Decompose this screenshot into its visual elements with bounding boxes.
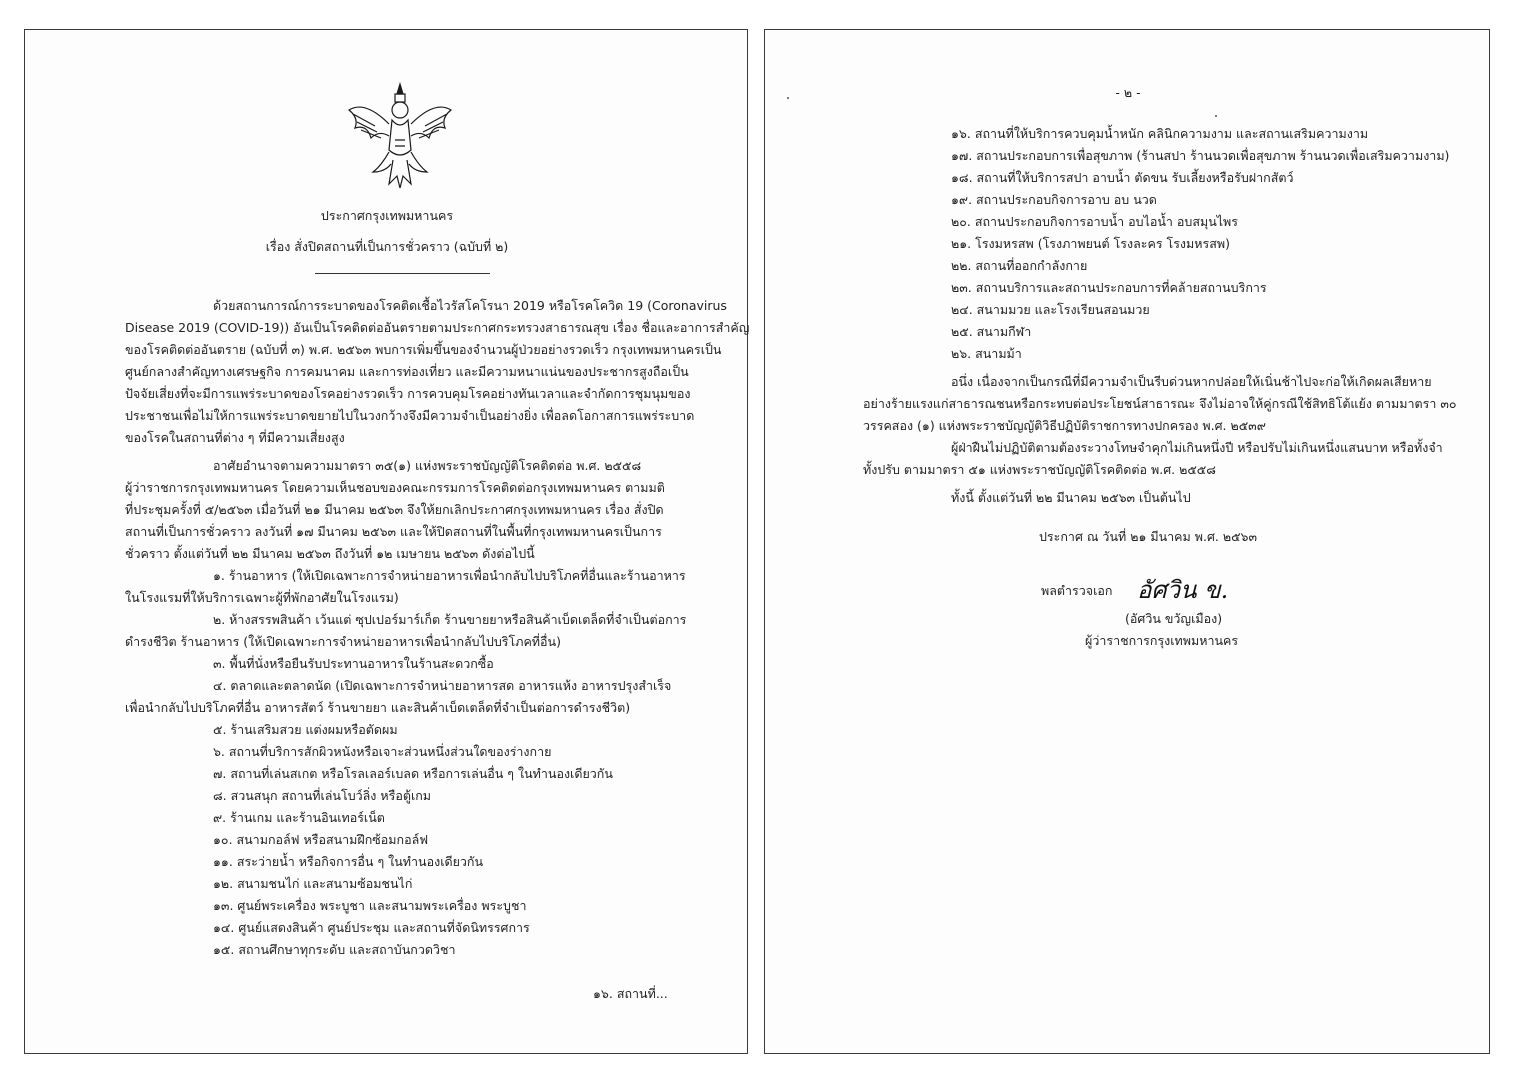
signer-rank: พลตำรวจเอก	[1041, 583, 1113, 598]
text-line: ผู้ว่าราชการกรุงเทพมหานคร โดยความเห็นชอบของคณะกรรมการโรคติดต่อกรุงเทพมหานคร ตามมติ	[125, 480, 665, 495]
text-line: ของโรคในสถานที่ต่าง ๆ ที่มีความเสี่ยงสูง	[125, 430, 345, 445]
scan-speck	[1215, 115, 1217, 117]
list-item: ๒๓. สถานบริการและสถานประกอบการที่คล้ายสถานบริการ	[951, 280, 1267, 295]
announcement-date: ประกาศ ณ วันที่ ๒๑ มีนาคม พ.ศ. ๒๕๖๓	[1039, 529, 1258, 544]
list-item: ๑๐. สนามกอล์ฟ หรือสนามฝึกซ้อมกอล์ฟ	[213, 832, 429, 847]
list-item: ๑๒. สนามชนไก่ และสนามซ้อมชนไก่	[213, 876, 413, 891]
list-item-continuation: เพื่อนำกลับไปบริโภคที่อื่น อาหารสัตว์ ร้านขายยา และสินค้าเบ็ดเตล็ดที่จำเป็นต่อการดำรงชีวิต)	[125, 700, 631, 715]
list-item: ๒๐. สถานประกอบกิจการอาบน้ำ อบไอน้ำ อบสมุนไพร	[951, 214, 1239, 229]
list-item-continuation: ในโรงแรมที่ให้บริการเฉพาะผู้ที่พักอาศัยในโรงแรม)	[125, 590, 399, 605]
title-divider	[315, 273, 490, 274]
signer-name: (อัศวิน ขวัญเมือง)	[1125, 611, 1223, 626]
text-line: ทั้งปรับ ตามมาตรา ๕๑ แห่งพระราชบัญญัติโรคติดต่อ พ.ศ. ๒๕๕๘	[863, 462, 1216, 477]
list-item: ๑๔. ศูนย์แสดงสินค้า ศูนย์ประชุม และสถานที่จัดนิทรรศการ	[213, 920, 530, 935]
list-item: ๘. สวนสนุก สถานที่เล่นโบว์ลิ่ง หรือตู้เกม	[213, 788, 432, 803]
list-item: ๒๖. สนามม้า	[951, 346, 1022, 361]
signer-title: ผู้ว่าราชการกรุงเทพมหานคร	[1085, 633, 1239, 648]
text-line: อาศัยอำนาจตามความมาตรา ๓๕(๑) แห่งพระราชบัญญัติโรคติดต่อ พ.ศ. ๒๕๕๘	[213, 458, 642, 473]
list-item: ๙. ร้านเกม และร้านอินเทอร์เน็ต	[213, 810, 385, 825]
list-item: ๒๕. สนามกีฬา	[951, 324, 1032, 339]
text-line: Disease 2019 (COVID-19)) อันเป็นโรคติดต่ออันตรายตามประกาศกระทรวงสาธารณสุข เรื่อง ชื่อและอาการสำคัญ	[125, 320, 750, 335]
list-item: ๑. ร้านอาหาร (ให้เปิดเฉพาะการจำหน่ายอาหารเพื่อนำกลับไปบริโภคที่อื่นและร้านอาหาร	[213, 568, 686, 583]
text-line: ประชาชนเพื่อไม่ให้การแพร่ระบาดขยายไปในวงกว้างจึงมีความจำเป็นอย่างยิ่ง เพื่อลดโอกาสการแพร่ระบาด	[125, 408, 695, 423]
list-item: ๓. พื้นที่นั่งหรือยืนรับประทานอาหารในร้านสะดวกซื้อ	[213, 656, 494, 671]
garuda-emblem	[345, 80, 455, 192]
text-line: ปัจจัยเสี่ยงที่จะมีการแพร่ระบาดของโรคอย่างรวดเร็ว การควบคุมโรคอย่างทันเวลาและจำกัดการชุมนุมของ	[125, 386, 691, 401]
page-continuation: ๑๖. สถานที่...	[593, 986, 668, 1001]
text-line: ด้วยสถานการณ์การระบาดของโรคติดเชื้อไวรัสโคโรนา 2019 หรือโรคโควิด 19 (Coronavirus	[213, 298, 727, 313]
list-item-continuation: ดำรงชีวิต ร้านอาหาร (ให้เปิดเฉพาะการจำหน่ายอาหารเพื่อนำกลับไปบริโภคที่อื่น)	[125, 634, 561, 649]
list-item: ๒๑. โรงมหรสพ (โรงภาพยนต์ โรงละคร โรงมหรสพ)	[951, 236, 1230, 251]
list-item: ๑๕. สถานศึกษาทุกระดับ และสถาบันกวดวิชา	[213, 942, 456, 957]
list-item: ๖. สถานที่บริการสักผิวหนังหรือเจาะส่วนหนึ่งส่วนใดของร่างกาย	[213, 744, 552, 759]
scan-speck	[787, 97, 789, 99]
signature-text: อัศวิน ข.	[1137, 576, 1229, 604]
list-item: ๑๓. ศูนย์พระเครื่อง พระบูชา และสนามพระเครื่อง พระบูชา	[213, 898, 527, 913]
list-item: ๑๖. สถานที่ให้บริการควบคุมน้ำหนัก คลินิกความงาม และสถานเสริมความงาม	[951, 126, 1369, 141]
list-item: ๕. ร้านเสริมสวย แต่งผมหรือตัดผม	[213, 722, 398, 737]
list-item: ๑๘. สถานที่ให้บริการสปา อาบน้ำ ตัดขน รับเลี้ยงหรือรับฝากสัตว์	[951, 170, 1294, 185]
list-item: ๑๗. สถานประกอบการเพื่อสุขภาพ (ร้านสปา ร้านนวดเพื่อสุขภาพ ร้านนวดเพื่อเสริมความงาม)	[951, 148, 1450, 163]
text-line: ชั่วคราว ตั้งแต่วันที่ ๒๒ มีนาคม ๒๕๖๓ ถึงวันที่ ๑๒ เมษายน ๒๕๖๓ ดังต่อไปนี้	[125, 546, 535, 561]
effective-date: ทั้งนี้ ตั้งแต่วันที่ ๒๒ มีนาคม ๒๕๖๓ เป็นต้นไป	[951, 490, 1191, 505]
list-item: ๒. ห้างสรรพสินค้า เว้นแต่ ซุปเปอร์มาร์เก็ต ร้านขายยาหรือสินค้าเบ็ดเตล็ดที่จำเป็นต่อการ	[213, 612, 687, 627]
list-item: ๒๔. สนามมวย และโรงเรียนสอนมวย	[951, 302, 1150, 317]
list-item: ๑๙. สถานประกอบกิจการอาบ อบ นวด	[951, 192, 1157, 207]
document-page-2	[764, 29, 1490, 1054]
text-line: ของโรคติดต่ออันตราย (ฉบับที่ ๓) พ.ศ. ๒๕๖๓ พบการเพิ่มขึ้นของจำนวนผู้ป่วยอย่างรวดเร็ว กรุงเทพมหานครเป็น	[125, 342, 722, 357]
text-line: ที่ประชุมครั้งที่ ๕/๒๕๖๓ เมื่อวันที่ ๒๑ มีนาคม ๒๕๖๓ จึงให้ยกเลิกประกาศกรุงเทพมหานคร เรื่อง สั่งปิด	[125, 502, 664, 517]
text-line: อนึ่ง เนื่องจากเป็นกรณีที่มีความจำเป็นรีบด่วนหากปล่อยให้เนิ่นช้าไปจะก่อให้เกิดผลเสียหาย	[951, 374, 1432, 389]
handwritten-signature	[1135, 570, 1245, 610]
list-item: ๔. ตลาดและตลาดนัด (เปิดเฉพาะการจำหน่ายอาหารสด อาหารแห้ง อาหารปรุงสำเร็จ	[213, 678, 672, 693]
list-item: ๑๑. สระว่ายน้ำ หรือกิจการอื่น ๆ ในทำนองเดียวกัน	[213, 854, 484, 869]
list-item: ๗. สถานที่เล่นสเกต หรือโรลเลอร์เบลด หรือการเล่นอื่น ๆ ในทำนองเดียวกัน	[213, 766, 613, 781]
document-page-1	[24, 29, 748, 1054]
text-line: ผู้ฝ่าฝืนไม่ปฏิบัติตามต้องระวางโทษจำคุกไม่เกินหนึ่งปี หรือปรับไม่เกินหนึ่งแสนบาท หรือทั้งจำ	[951, 440, 1443, 455]
text-line: สถานที่เป็นการชั่วคราว ลงวันที่ ๑๗ มีนาคม ๒๕๖๓ และให้ปิดสถานที่ในพื้นที่กรุงเทพมหานครเป็นการ	[125, 524, 662, 539]
announcement-heading: ประกาศกรุงเทพมหานคร	[320, 208, 454, 223]
text-line: อย่างร้ายแรงแก่สาธารณชนหรือกระทบต่อประโยชน์สาธารณะ จึงไม่อาจให้คู่กรณีใช้สิทธิโต้แย้ง ตามมาตรา ๓๐	[863, 396, 1457, 411]
announcement-subject: เรื่อง สั่งปิดสถานที่เป็นการชั่วคราว (ฉบับที่ ๒)	[265, 239, 509, 254]
text-line: วรรคสอง (๑) แห่งพระราชบัญญัติวิธีปฏิบัติราชการทางปกครอง พ.ศ. ๒๕๓๙	[863, 418, 1266, 433]
page-number: - ๒ -	[1115, 85, 1141, 100]
list-item: ๒๒. สถานที่ออกกำลังกาย	[951, 258, 1088, 273]
text-line: ศูนย์กลางสำคัญทางเศรษฐกิจ การคมนาคม และการท่องเที่ยว และมีความหนาแน่นของประชากรสูงถือเป็น	[125, 364, 689, 379]
